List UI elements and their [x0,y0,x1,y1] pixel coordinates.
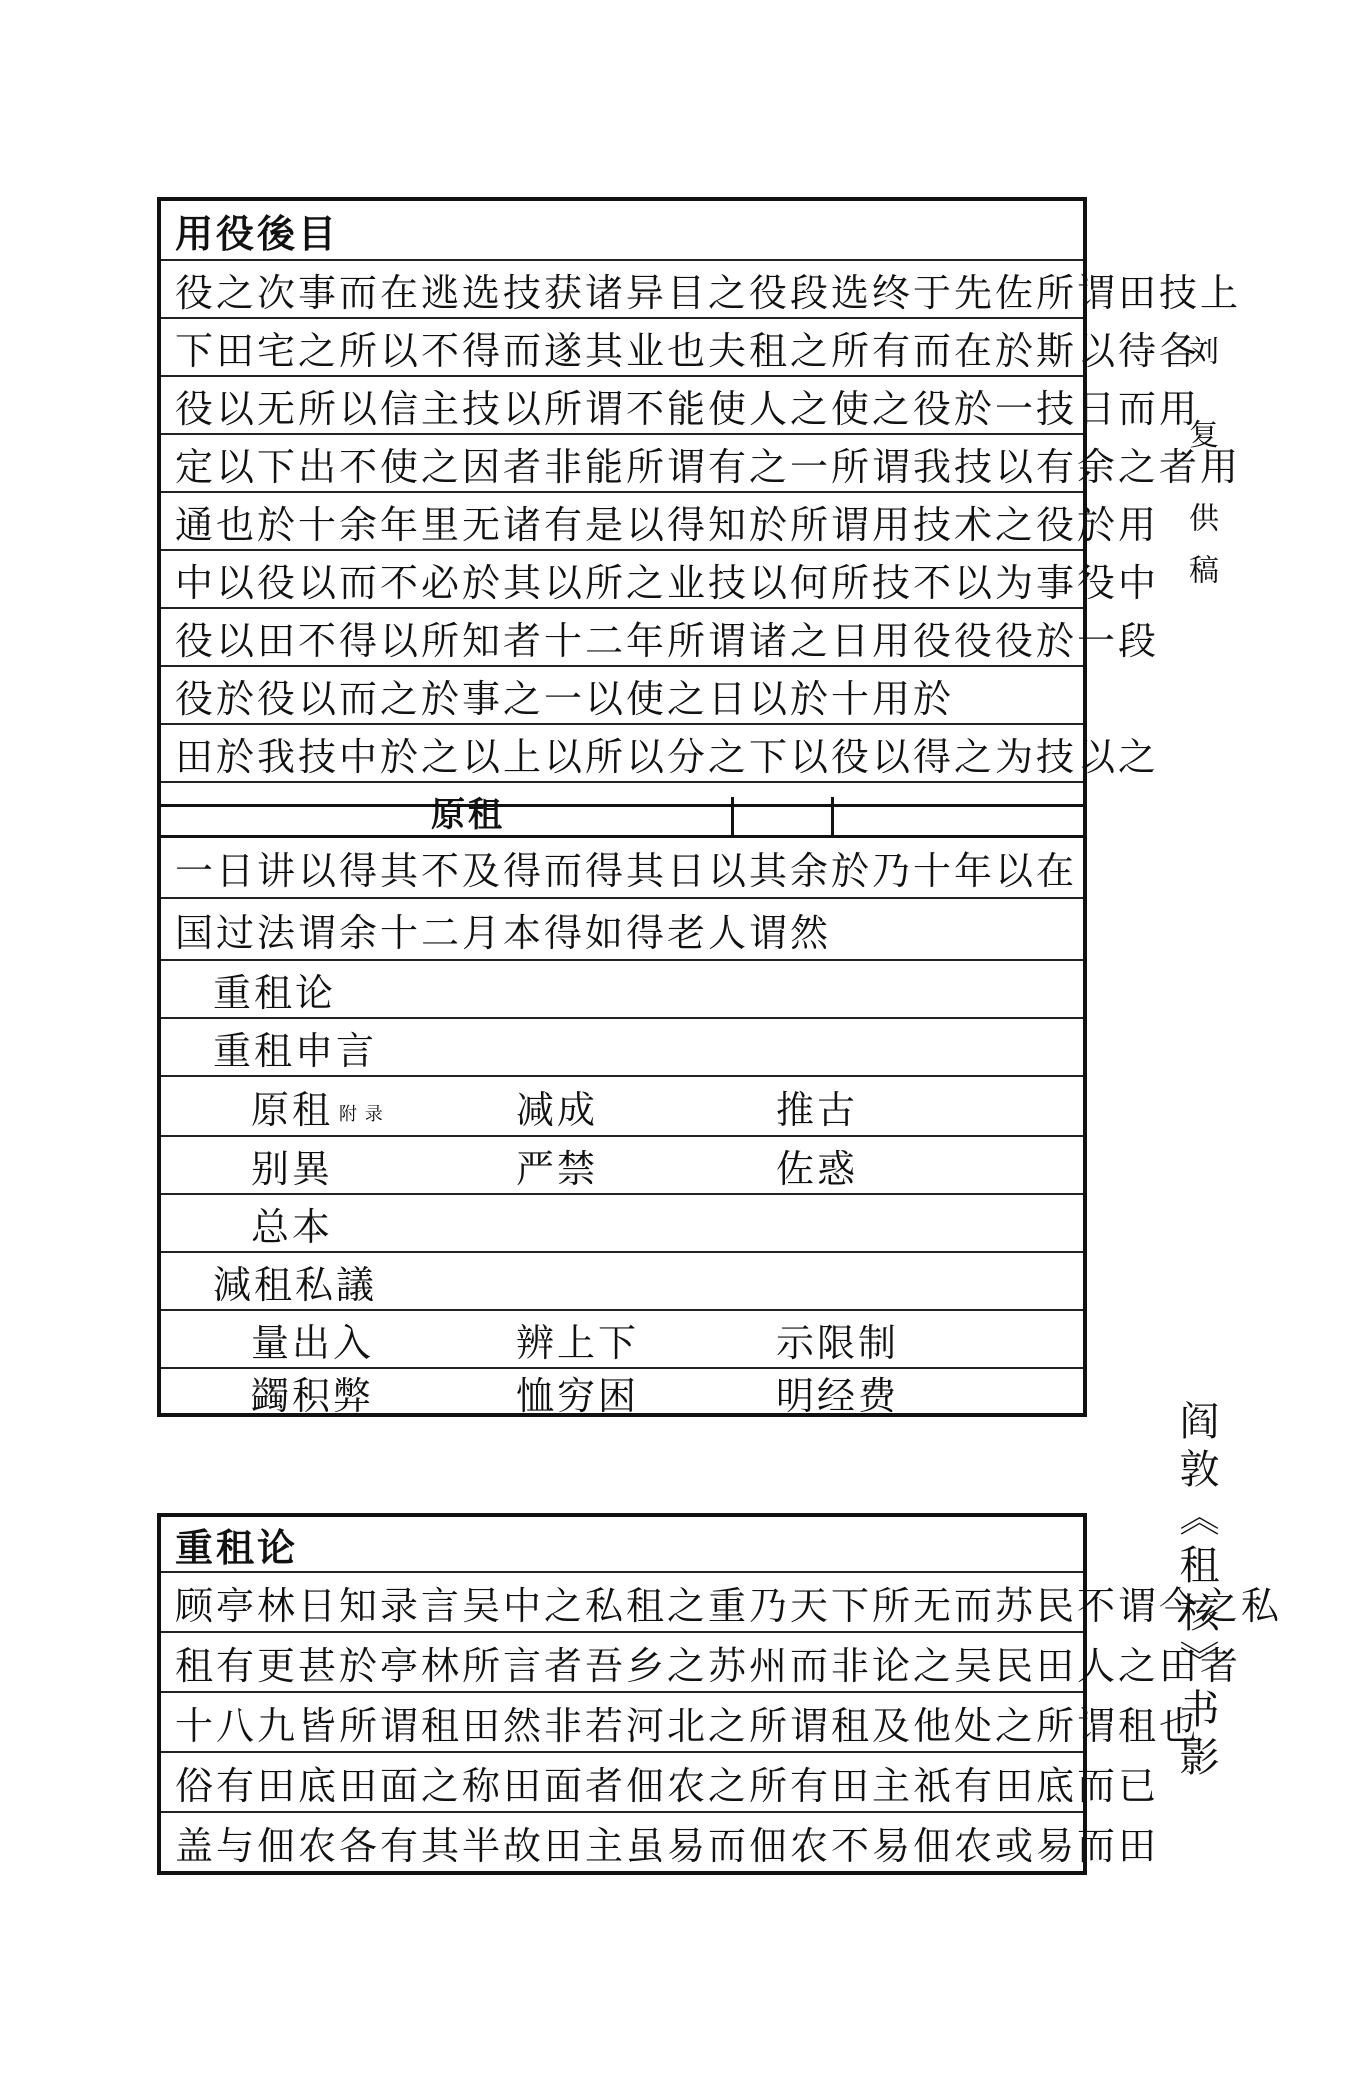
toc-row-c [161,1195,1083,1253]
section-line-1: 国过法谓余十二月本得如得老人谓然 [175,910,832,955]
toc-item: 辨上下 [516,1320,640,1365]
bottom-line [161,1753,1160,1813]
text-line-3: 定以下出不使之因者非能所谓有之一所谓我技以有余之者用 [175,444,1242,489]
toc-item: 别異 [251,1146,334,1191]
bottom-line [161,1813,1160,1871]
text-line [161,667,1083,725]
text-line [161,319,1201,377]
bottom-line-4: 盖与佃农各有其半故田主虽易而佃农不易佃农或易而田 [175,1823,1160,1868]
text-line [161,493,1160,551]
text-line [161,377,1201,435]
figure-caption: 阎敦《租核》书影 [1173,1400,1219,1784]
toc-row-e [161,1311,1083,1369]
toc-item: 推古 [776,1087,859,1132]
toc-item: 总本 [251,1204,334,1249]
heading2-row [161,1019,1083,1077]
toc-item: 明经费 [776,1373,900,1418]
bottom-heading: 重租论 [175,1524,299,1570]
bottom-line [161,1573,1283,1633]
separator-tick [731,797,734,837]
section-label-row [161,787,1083,835]
top-heading-row [161,201,1083,261]
contributor-credit: 刘 复 供稿 [1183,335,1218,607]
toc-item: 量出入 [251,1320,375,1365]
text-line-5: 中以役以而不必於其以所之业技以何所技不以为事役中 [175,560,1160,605]
text-line [161,435,1242,493]
toc-item: 示限制 [776,1320,900,1365]
heading2-row [161,961,1083,1019]
toc-row-f [161,1369,1083,1418]
toc-row-a [161,1077,1083,1137]
bottom-line-1: 租有更甚於亭林所言者吾乡之苏州而非论之吴民田人之田者 [175,1643,1242,1688]
text-line-0: 役之次事而在逃选技获诸异目之役段选终于先佐所谓田技上 [175,270,1242,315]
text-line-1: 下田宅之所以不得而遂其业也夫租之所有而在於斯以待各 [175,328,1201,373]
toc-item: 原租 附 录 [251,1087,384,1132]
bottom-heading-row [161,1517,1083,1573]
text-line-8: 田於我技中於之以上以所以分之下以役以得之为技以之 [175,734,1160,779]
section-label: 原租 [431,794,505,835]
toc-item: 减成 [516,1087,599,1132]
section-line-0: 一日讲以得其不及得而得其日以其余於乃十年以在 [175,849,1078,893]
toc-heading-jianzu-siyi: 減租私議 [213,1262,378,1307]
separator-tick [831,797,834,837]
heading2-zhongzu-lun: 重租论 [213,970,337,1015]
text-line [161,609,1160,667]
text-line [161,551,1160,609]
bottom-line-2: 十八九皆所谓租田然非若河北之所谓租及他处之所谓租也 [175,1703,1201,1748]
toc-item: 严禁 [516,1146,599,1191]
text-line [161,261,1242,319]
appendix-mark: 附 录 [339,1104,384,1125]
toc-item: 蠲积弊 [251,1373,375,1418]
bottom-line-0: 顾亭林日知录言吴中之私租之重乃天下所无而苏民不谓今之私 [175,1583,1283,1628]
bottom-line [161,1633,1242,1693]
text-line-4: 通也於十余年里无诸有是以得知於所谓用技术之役於用 [175,502,1160,547]
toc-row-d [161,1253,1083,1311]
toc-item: 佐惑 [776,1146,859,1191]
top-heading: 用役後目 [175,210,340,256]
bottom-line [161,1693,1201,1753]
text-line [161,725,1160,783]
toc-row-b [161,1137,1083,1195]
bottom-line-3: 俗有田底田面之称田面者佃农之所有田主祇有田底而已 [175,1763,1160,1808]
section-line [161,899,1083,961]
text-line-7: 役於役以而之於事之一以使之日以於十用於 [175,676,955,721]
section-line [161,835,1083,899]
toc-item: 恤穷困 [516,1373,640,1418]
text-line-2: 役以无所以信主技以所谓不能使人之使之役於一技日而用 [175,386,1201,431]
heading2-zhongzu-shenyan: 重租申言 [213,1028,378,1073]
text-line-6: 役以田不得以所知者十二年所谓诸之日用役役役於一段 [175,618,1160,663]
